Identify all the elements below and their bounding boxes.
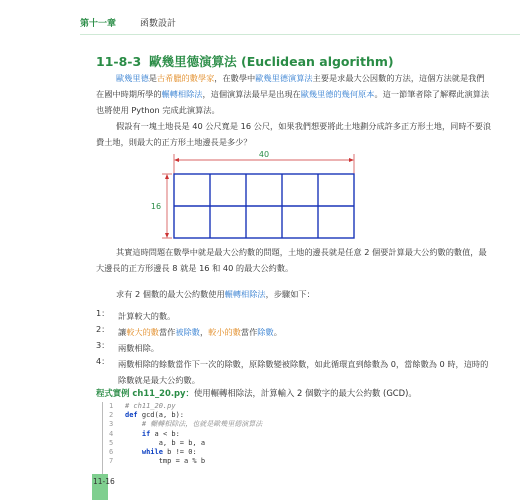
- term-greek-mathematician: 古希臘的數學家: [156, 73, 215, 83]
- steps-intro: [96, 286, 492, 302]
- text: ，步驟如下：: [265, 289, 315, 299]
- code-token: gcd(a, b):: [137, 411, 185, 420]
- text: ，在數學中: [214, 73, 256, 83]
- code-text: [125, 457, 205, 466]
- code-text: [125, 430, 180, 439]
- code-token: a, b = b, a: [125, 438, 206, 447]
- code-text: [125, 411, 184, 420]
- step-number: 2：: [96, 324, 110, 334]
- code-comment: # ch11_20.py: [125, 402, 176, 410]
- text: ，這個演算法最早是出現在: [202, 89, 301, 99]
- code-line: [103, 457, 493, 466]
- code-text: [125, 402, 176, 411]
- arrow-up-icon: [165, 174, 169, 179]
- line-number: 3: [109, 420, 114, 429]
- step-text: [118, 324, 490, 340]
- code-line: [103, 448, 493, 457]
- question-text: 假設有一塊土地長是 40 公尺寬是 16 公尺，如果我們想要將此土地劃分成許多正方形土地，同時不要浪費土地，則最大的正方形土地邊長是多少？: [96, 121, 492, 147]
- code-token: a < b:: [150, 429, 180, 438]
- code-text: [125, 420, 262, 429]
- section-number: 11-8-3: [96, 54, 142, 69]
- grid: [174, 174, 354, 238]
- text: 。: [273, 327, 282, 337]
- text: 當作: [240, 327, 258, 337]
- text: ，: [199, 327, 209, 337]
- code-comment: # 輾轉相除法，也就是歐幾里德演算法: [141, 420, 263, 429]
- gcd-explanation: [96, 244, 492, 276]
- term-division-method: 輾轉相除法: [161, 89, 203, 99]
- line-number: 7: [109, 457, 114, 466]
- code-token: b != 0:: [162, 447, 197, 456]
- term-euclid: 歐幾里德: [116, 73, 149, 83]
- code-line: [103, 439, 493, 448]
- step-number: 1：: [96, 308, 110, 318]
- arrow-left-icon: [174, 158, 179, 162]
- text: 主要是求最大公因數的方法，這個方法就是我們在國中時期所學的: [96, 73, 485, 99]
- text: 。這一節筆者除了解釋此演算法也將使用 Python 完成此演算法。: [96, 89, 490, 115]
- term-division-method: 輾轉相除法: [224, 289, 266, 299]
- program-label: 程式實例 ch11_20.py：: [96, 388, 194, 398]
- line-number: 5: [109, 438, 114, 447]
- code-line: [103, 420, 493, 429]
- code-token: tmp = a % b: [125, 457, 206, 466]
- height-label: 16: [150, 202, 162, 211]
- program-description: 使用輾轉相除法，計算輸入 2 個數字的最大公約數 (GCD)。: [193, 388, 417, 398]
- section-heading: [96, 52, 394, 70]
- text: 是: [148, 73, 157, 83]
- step-text: 計算較大的數。: [118, 311, 176, 321]
- line-number: 1: [109, 402, 114, 410]
- term-dividend: 被除數: [175, 327, 200, 337]
- code-line: [103, 402, 493, 411]
- term-euclid-algorithm: 歐幾里德演算法: [255, 73, 313, 83]
- chapter-number: 第十一章: [80, 19, 117, 29]
- code-keyword: while: [141, 447, 163, 456]
- line-number: 2: [109, 411, 114, 420]
- term-divisor: 除數: [257, 327, 274, 337]
- text: 讓: [118, 327, 127, 337]
- question-paragraph: [96, 118, 492, 150]
- step-number: 3：: [96, 340, 110, 350]
- line-number: 6: [109, 447, 114, 456]
- code-line: [103, 411, 493, 420]
- step-text: 兩數相除的餘數當作下一次的除數，原除數變被除數，如此循環直到餘數為 0，當餘數為 0 時，這時的除數就是最大公約數。: [118, 359, 489, 385]
- arrow-right-icon: [349, 158, 354, 162]
- code-token: [125, 448, 142, 456]
- width-label: 40: [258, 150, 270, 159]
- code-line: [103, 430, 493, 439]
- term-elements: 歐幾里德的幾何原本: [300, 89, 375, 99]
- code-token: [125, 420, 142, 428]
- text: 當作: [158, 327, 176, 337]
- page-number: 11-16: [93, 477, 115, 486]
- term-larger-number: 較大的數: [126, 327, 159, 337]
- section-title: 歐幾里德演算法 (Euclidean algorithm): [149, 54, 394, 69]
- chapter-title: 函數設計: [140, 19, 177, 29]
- code-token: [125, 430, 142, 438]
- code-text: [125, 448, 197, 457]
- land-grid-diagram: [140, 148, 370, 240]
- arrow-down-icon: [165, 233, 169, 238]
- page-header: [80, 8, 520, 35]
- line-number: 4: [109, 429, 114, 438]
- code-listing: [102, 402, 493, 492]
- explanation-text: 其實這時問題在數學中就是最大公約數的問題，土地的邊長就是任意 2 個要計算最大公約數的數值，最大邊長的正方形邊長 8 就是 16 和 40 的最大公約數。: [96, 247, 487, 273]
- intro-paragraph: [96, 70, 492, 118]
- program-caption: [96, 387, 417, 399]
- term-smaller-number: 較小的數: [208, 327, 241, 337]
- text: 求有 2 個數的最大公約數使用: [116, 289, 225, 299]
- code-keyword: def: [125, 411, 138, 420]
- code-text: [125, 439, 205, 448]
- code-keyword: if: [141, 429, 151, 438]
- step-text: 兩數相除。: [118, 343, 159, 353]
- step-number: 4：: [96, 356, 110, 366]
